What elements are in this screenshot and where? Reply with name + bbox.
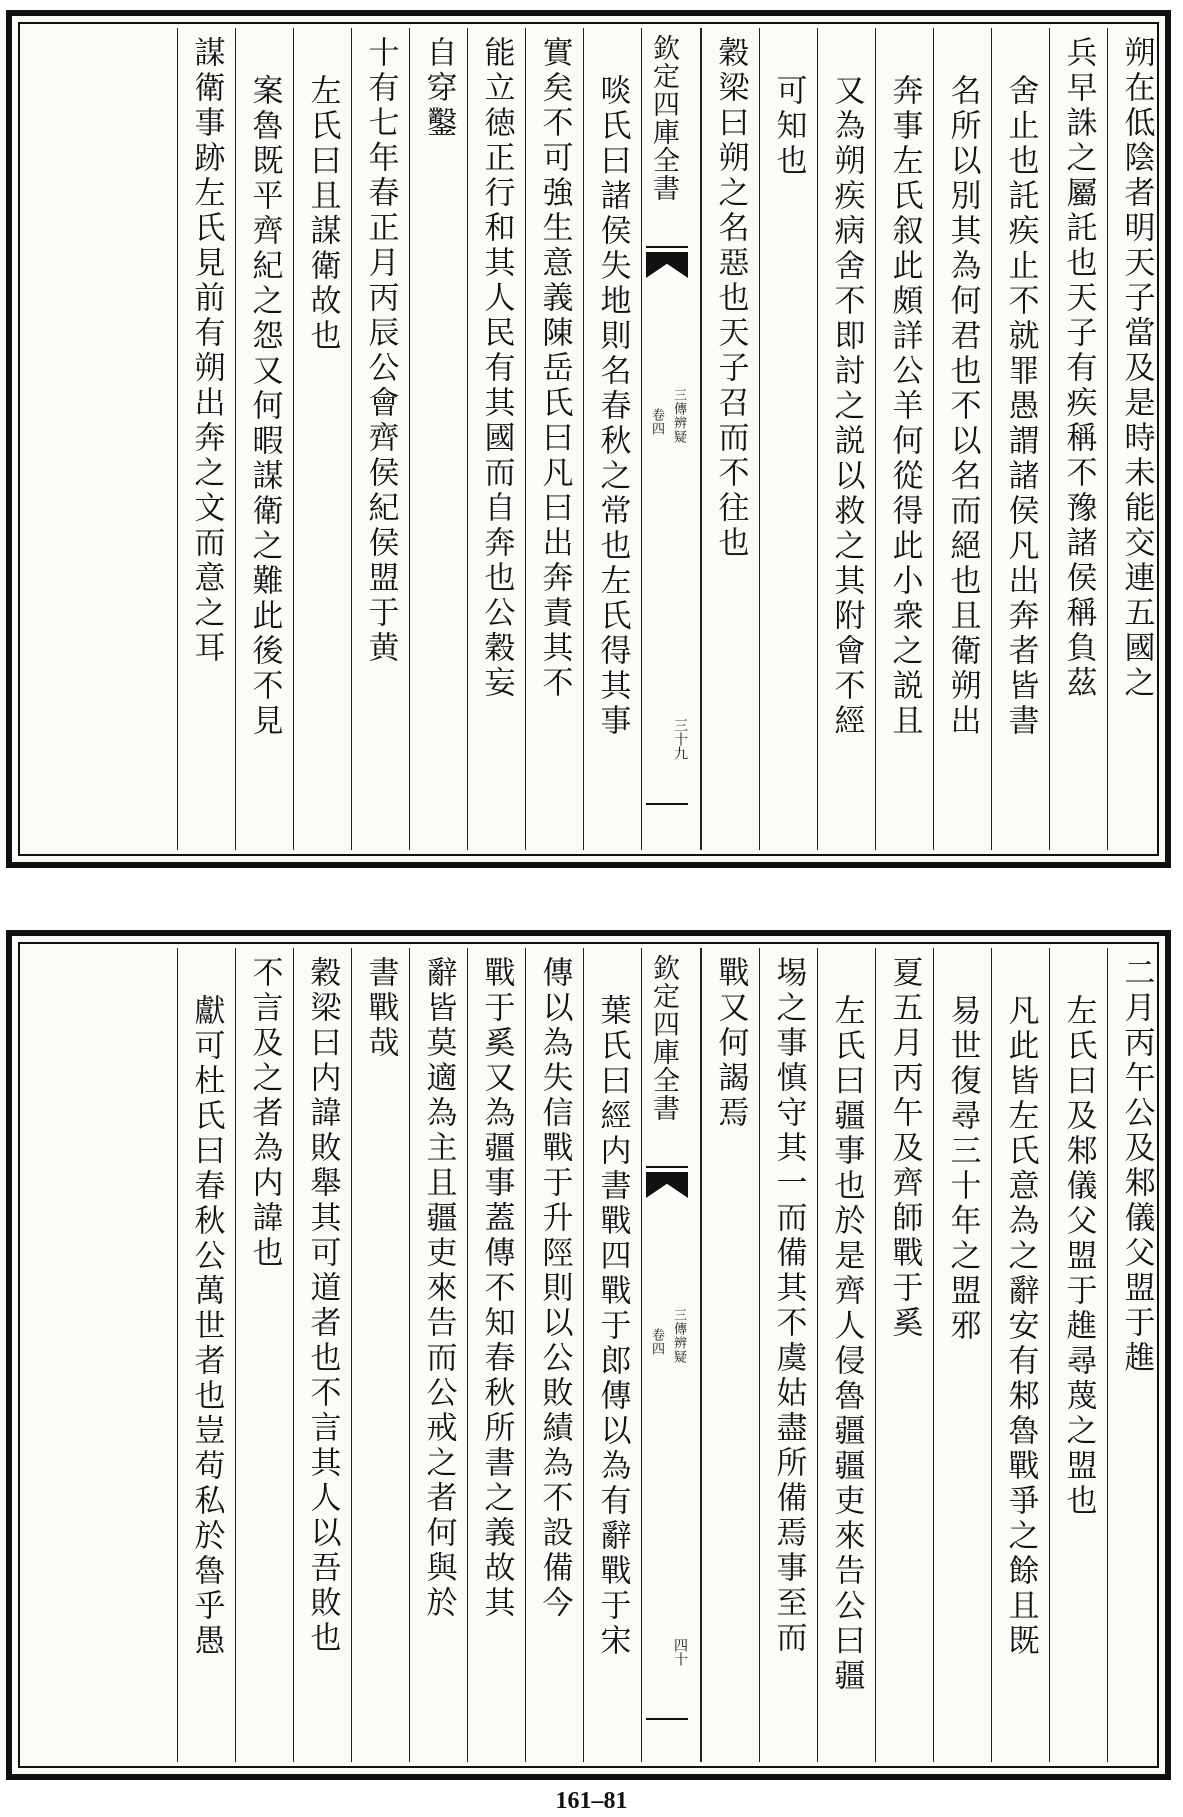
work-title: 三傳辨疑	[671, 1308, 686, 1364]
page-number: 161–81	[555, 1788, 628, 1814]
text-column: 兵早誅之屬託也天子有疾稱不豫諸侯稱負茲	[1049, 28, 1107, 850]
fishtail-mark	[646, 1172, 688, 1198]
text-column: 名所以別其為何君也不以名而絕也且衛朔出	[933, 28, 991, 850]
text-column: 舍止也託疾止不就罪愚謂諸侯凡出奔者皆書	[991, 28, 1049, 850]
bottom-page-frame	[18, 942, 1159, 1768]
text-column: 朔在低陰者明天子當及是時未能交連五國之	[1107, 28, 1165, 850]
text-column: 奔事左氏叙此頗詳公羊何從得此小衆之説且	[875, 28, 933, 850]
text-column: 埸之事慎守其一而備其不虞姑盡所備焉事至而	[759, 948, 817, 1762]
text-column: 又為朔疾病舍不即討之説以救之其附會不經	[817, 28, 875, 850]
text-column: 自穿鑿	[409, 28, 467, 850]
fold-rule	[646, 246, 688, 248]
book-title: 欽定四庫全書	[648, 34, 679, 202]
fold-rule	[646, 803, 688, 805]
top-page-frame	[18, 22, 1159, 856]
volume-label: 卷四	[649, 1328, 664, 1356]
text-column: 二月丙午公及邾儀父盟于趡	[1107, 948, 1165, 1762]
text-column: 易世復尋三十年之盟邪	[933, 948, 991, 1762]
text-column: 穀梁曰朔之名惡也天子召而不往也	[701, 28, 759, 850]
text-column: 戰又何謁焉	[701, 948, 759, 1762]
fold-rule	[646, 1166, 688, 1168]
text-column: 穀梁曰内諱敗舉其可道者也不言其人以吾敗也	[293, 948, 351, 1762]
text-column: 夏五月丙午及齊師戰于奚	[875, 948, 933, 1762]
text-column: 獻可杜氏曰春秋公萬世者也豈苟私於魯乎愚	[177, 948, 235, 1762]
fishtail-mark	[646, 252, 688, 278]
text-column: 葉氏曰經内書戰四戰于郎傳以為有辭戰于宋	[583, 948, 641, 1762]
text-column: 十有七年春正月丙辰公會齊侯紀侯盟于黄	[351, 28, 409, 850]
text-column: 啖氏曰諸侯失地則名春秋之常也左氏得其事	[583, 28, 641, 850]
top-page	[6, 10, 1171, 868]
text-column: 可知也	[759, 28, 817, 850]
text-column: 辭皆莫適為主且疆吏來告而公戒之者何與於	[409, 948, 467, 1762]
text-column: 左氏曰及邾儀父盟于趡尋蔑之盟也	[1049, 948, 1107, 1762]
text-column: 能立徳正行和其人民有其國而自奔也公穀妄	[467, 28, 525, 850]
text-column: 戰于奚又為疆事蓋傳不知春秋所書之義故其	[467, 948, 525, 1762]
text-column: 謀衛事跡左氏見前有朔出奔之文而意之耳	[177, 28, 235, 850]
text-column: 案魯既平齊紀之怨又何暇謀衛之難此後不見	[235, 28, 293, 850]
volume-label: 卷四	[649, 408, 664, 436]
text-column: 書戰哉	[351, 948, 409, 1762]
text-column: 凡此皆左氏意為之辭安有邾魯戰爭之餘且既	[991, 948, 1049, 1762]
folio-number: 三十九	[672, 718, 688, 760]
text-column: 左氏曰且謀衛故也	[293, 28, 351, 850]
text-column: 實矣不可強生意義陳岳氏曰凡曰出奔責其不	[525, 28, 583, 850]
center-fold	[641, 948, 701, 1762]
text-column: 不言及之者為内諱也	[235, 948, 293, 1762]
folio-number: 四十	[672, 1638, 688, 1666]
text-column: 左氏曰疆事也於是齊人侵魯疆疆吏來告公曰疆	[817, 948, 875, 1762]
bottom-page	[6, 930, 1171, 1780]
book-title: 欽定四庫全書	[648, 954, 679, 1122]
work-title: 三傳辨疑	[671, 388, 686, 444]
text-column: 傳以為失信戰于升陘則以公敗績為不設備今	[525, 948, 583, 1762]
center-fold	[641, 28, 701, 850]
fold-rule	[646, 1718, 688, 1720]
